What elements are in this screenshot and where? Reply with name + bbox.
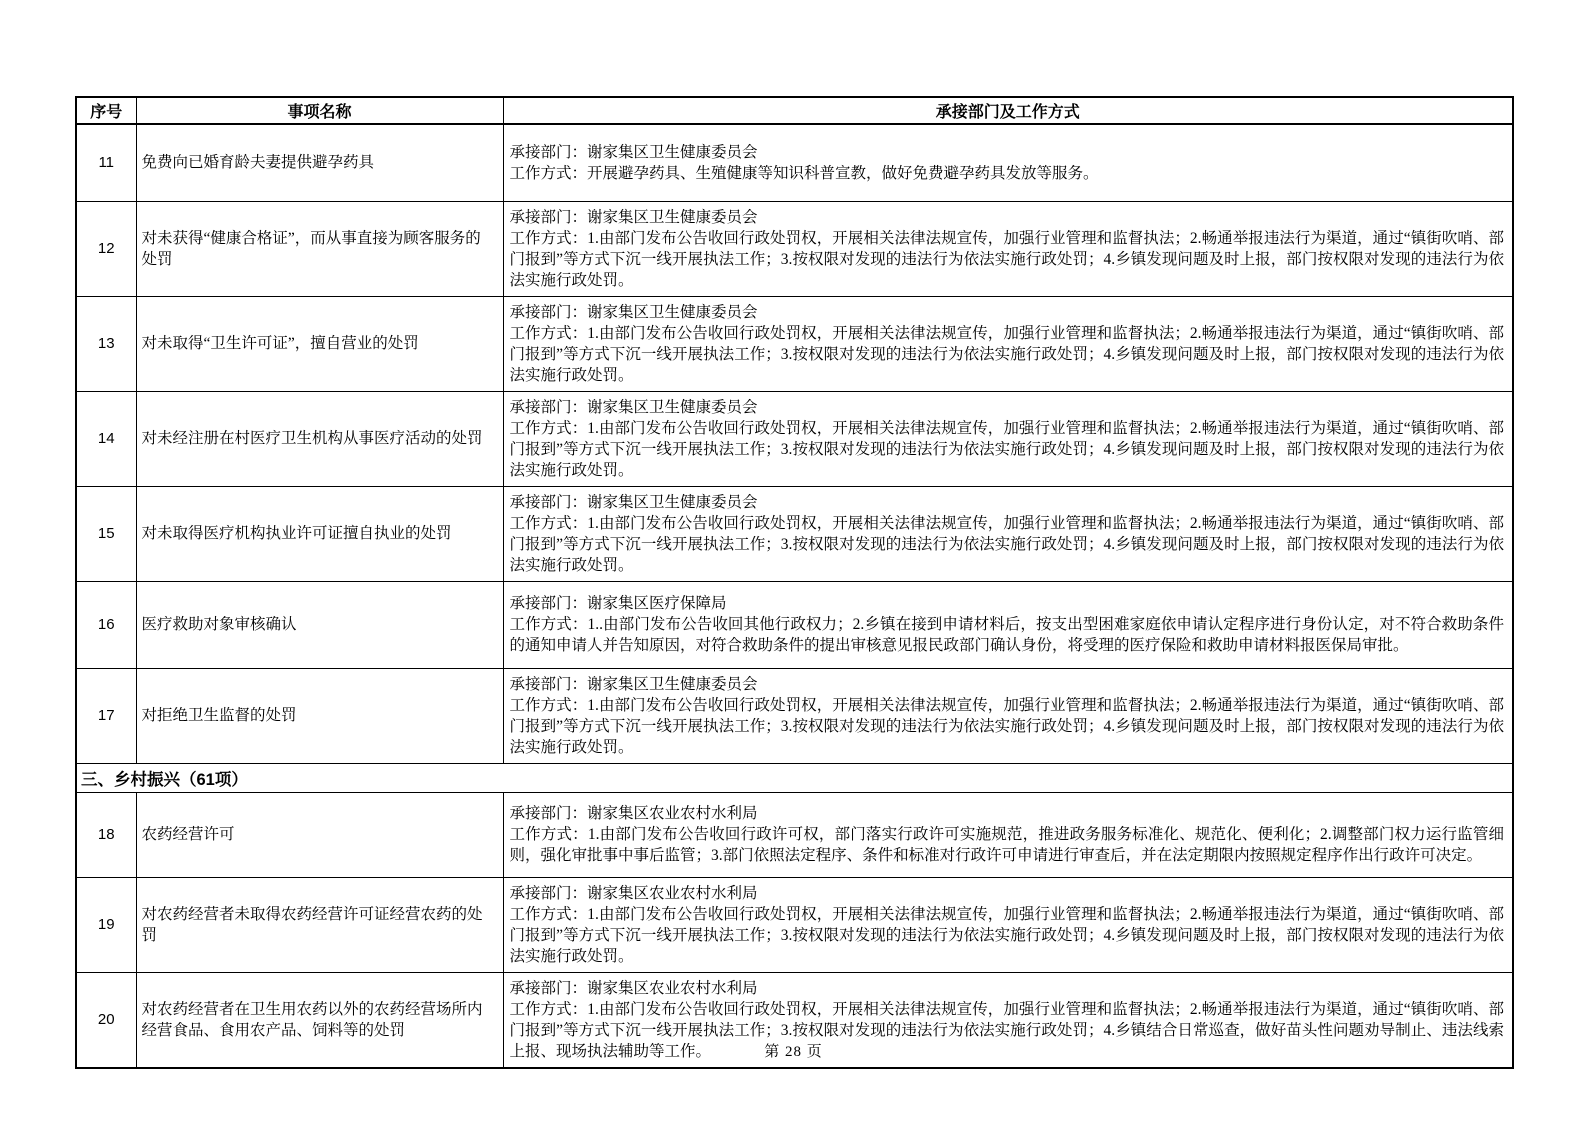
row-number: 13 xyxy=(76,296,136,391)
row-number: 20 xyxy=(76,972,136,1068)
item-name: 对农药经营者在卫生用农药以外的农药经营场所内经营食品、食用农产品、饲料等的处罚 xyxy=(136,972,503,1068)
row-number: 17 xyxy=(76,668,136,763)
method-line: 工作方式：1.由部门发布公告收回行政处罚权，开展相关法律法规宣传，加强行业管理和监督执法；2.畅通举报违法行为渠道，通过“镇街吹哨、部门报到”等方式下沉一线开展执法工作；3.按权限对发现的违法行为依法实施行政处罚；4.乡镇发现问题及时上报，部门按权限对发现的违法行为依法实施行政处罚。 xyxy=(509,696,1504,756)
table-row xyxy=(76,792,1513,877)
table-row xyxy=(76,486,1513,581)
table-row xyxy=(76,296,1513,391)
method-line: 工作方式：1.由部门发布公告收回行政处罚权，开展相关法律法规宣传，加强行业管理和监督执法；2.畅通举报违法行为渠道，通过“镇街吹哨、部门报到”等方式下沉一线开展执法工作；3.按权限对发现的违法行为依法实施行政处罚；4.乡镇发现问题及时上报，部门按权限对发现的违法行为依法实施行政处罚。 xyxy=(509,905,1504,965)
header-dept-method: 承接部门及工作方式 xyxy=(503,97,1513,124)
table-row xyxy=(76,124,1513,201)
dept-line: 承接部门：谢家集区农业农村水利局 xyxy=(509,805,758,822)
dept-line: 承接部门：谢家集区卫生健康委员会 xyxy=(509,208,758,226)
method-line: 工作方式：1.由部门发布公告收回行政许可权，部门落实行政许可实施规范，推进政务服务标准化、规范化、便利化；2.调整部门权力运行监管细则，强化审批事中事后监管；3.部门依照法定程序、条件和标准对行政许可申请进行审查后，并在法定期限内按照规定程序作出行政许可决定。 xyxy=(509,826,1504,864)
header-name: 事项名称 xyxy=(136,97,503,124)
dept-method-cell xyxy=(503,581,1513,668)
item-name: 对未获得“健康合格证”，而从事直接为顾客服务的处罚 xyxy=(136,201,503,296)
table-row xyxy=(76,201,1513,296)
table-row xyxy=(76,391,1513,486)
dept-line: 承接部门：谢家集区卫生健康委员会 xyxy=(509,303,758,321)
dept-line: 承接部门：谢家集区农业农村水利局 xyxy=(509,884,758,902)
item-name: 医疗救助对象审核确认 xyxy=(136,581,503,668)
item-name: 对拒绝卫生监督的处罚 xyxy=(136,668,503,763)
method-line: 工作方式：1.由部门发布公告收回行政处罚权，开展相关法律法规宣传，加强行业管理和监督执法；2.畅通举报违法行为渠道，通过“镇街吹哨、部门报到”等方式下沉一线开展执法工作；3.按权限对发现的违法行为依法实施行政处罚；4.乡镇结合日常巡查，做好苗头性问题劝导制止、违法线索上报、现场执法辅助等工作。 xyxy=(509,1000,1504,1060)
item-name: 免费向已婚育龄夫妻提供避孕药具 xyxy=(136,124,503,201)
dept-method-cell xyxy=(503,201,1513,296)
item-name: 对农药经营者未取得农药经营许可证经营农药的处罚 xyxy=(136,877,503,972)
row-number: 15 xyxy=(76,486,136,581)
items-table xyxy=(75,96,1514,1069)
header-row xyxy=(76,97,1513,124)
row-number: 12 xyxy=(76,201,136,296)
dept-method-cell xyxy=(503,877,1513,972)
dept-method-cell xyxy=(503,792,1513,877)
dept-line: 承接部门：谢家集区医疗保障局 xyxy=(509,595,727,612)
dept-line: 承接部门：谢家集区农业农村水利局 xyxy=(509,979,758,997)
dept-method-cell xyxy=(503,668,1513,763)
method-line: 工作方式：1.由部门发布公告收回行政处罚权，开展相关法律法规宣传，加强行业管理和监督执法；2.畅通举报违法行为渠道，通过“镇街吹哨、部门报到”等方式下沉一线开展执法工作；3.按权限对发现的违法行为依法实施行政处罚；4.乡镇发现问题及时上报，部门按权限对发现的违法行为依法实施行政处罚。 xyxy=(509,419,1504,479)
item-name: 对未取得医疗机构执业许可证擅自执业的处罚 xyxy=(136,486,503,581)
item-name: 对未经注册在村医疗卫生机构从事医疗活动的处罚 xyxy=(136,391,503,486)
method-line: 工作方式：1.由部门发布公告收回行政处罚权，开展相关法律法规宣传，加强行业管理和监督执法；2.畅通举报违法行为渠道，通过“镇街吹哨、部门报到”等方式下沉一线开展执法工作；3.按权限对发现的违法行为依法实施行政处罚；4.乡镇发现问题及时上报，部门按权限对发现的违法行为依法实施行政处罚。 xyxy=(509,229,1504,289)
dept-method-cell xyxy=(503,486,1513,581)
page-number: 第 28 页 xyxy=(764,1044,823,1060)
section-title: 三、乡村振兴（61项） xyxy=(76,763,1513,792)
dept-line: 承接部门：谢家集区卫生健康委员会 xyxy=(509,398,758,416)
dept-line: 承接部门：谢家集区卫生健康委员会 xyxy=(509,143,758,161)
dept-method-cell xyxy=(503,124,1513,201)
table-header xyxy=(76,97,1513,124)
table-row xyxy=(76,877,1513,972)
item-name: 对未取得“卫生许可证”，擅自营业的处罚 xyxy=(136,296,503,391)
dept-method-cell xyxy=(503,296,1513,391)
item-name: 农药经营许可 xyxy=(136,792,503,877)
dept-method-cell xyxy=(503,391,1513,486)
method-line: 工作方式：1.由部门发布公告收回行政处罚权，开展相关法律法规宣传，加强行业管理和监督执法；2.畅通举报违法行为渠道，通过“镇街吹哨、部门报到”等方式下沉一线开展执法工作；3.按权限对发现的违法行为依法实施行政处罚；4.乡镇发现问题及时上报，部门按权限对发现的违法行为依法实施行政处罚。 xyxy=(509,324,1504,384)
header-num: 序号 xyxy=(76,97,136,124)
dept-line: 承接部门：谢家集区卫生健康委员会 xyxy=(509,675,758,693)
row-number: 19 xyxy=(76,877,136,972)
row-number: 14 xyxy=(76,391,136,486)
dept-line: 承接部门：谢家集区卫生健康委员会 xyxy=(509,493,758,511)
method-line: 工作方式：开展避孕药具、生殖健康等知识科普宣教，做好免费避孕药具发放等服务。 xyxy=(509,164,1099,182)
row-number: 18 xyxy=(76,792,136,877)
section-header-row xyxy=(76,763,1513,792)
row-number: 16 xyxy=(76,581,136,668)
row-number: 11 xyxy=(76,124,136,201)
table-row xyxy=(76,581,1513,668)
table-row xyxy=(76,668,1513,763)
method-line: 工作方式：1.由部门发布公告收回行政处罚权，开展相关法律法规宣传，加强行业管理和监督执法；2.畅通举报违法行为渠道，通过“镇街吹哨、部门报到”等方式下沉一线开展执法工作；3.按权限对发现的违法行为依法实施行政处罚；4.乡镇发现问题及时上报，部门按权限对发现的违法行为依法实施行政处罚。 xyxy=(509,514,1504,574)
method-line: 工作方式：1..由部门发布公告收回其他行政权力；2.乡镇在接到申请材料后，按支出型困难家庭依申请认定程序进行身份认定，对不符合救助条件的通知申请人并告知原因，对符合救助条件的提出审核意见报民政部门确认身份，将受理的医疗保险和救助申请材料报医保局审批。 xyxy=(509,616,1504,654)
